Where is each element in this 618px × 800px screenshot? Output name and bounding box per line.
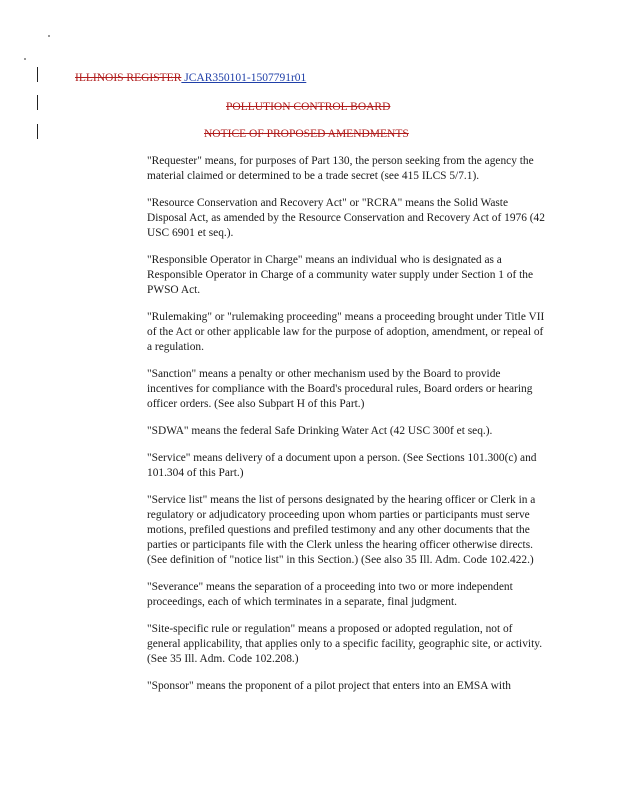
scan-speck bbox=[24, 58, 26, 60]
definition-paragraph: "Service list" means the list of persons designated by the hearing officer or Clerk in a regulatory or adjudicatory proceeding upon whom parties or participants must serve motions, prefiled questions and prefiled testimony and any other documents that the parties or participants file with the Clerk unless the hearing officer otherwise directs. (See definition of "notice list" in this Section.) (See also 35 Ill. Adm. Code 102.422.) bbox=[147, 494, 536, 566]
definition-paragraph: "Resource Conservation and Recovery Act" or "RCRA" means the Solid Waste Disposal Act, as amended by the Resource Conservation and Recovery Act of 1976 (42 USC 6901 et seq.). bbox=[147, 197, 545, 239]
change-bar bbox=[37, 67, 38, 82]
definition-paragraph: "Responsible Operator in Charge" means an individual who is designated as a Responsible Operator in Charge of a community water supply under Section 1 of the PWSO Act. bbox=[147, 254, 534, 296]
definition-paragraph: "Sanction" means a penalty or other mechanism used by the Board to provide incentives for compliance with the Board's procedural rules, Board orders or hearing officer orders. (See also Subpart H of this Part.) bbox=[147, 368, 533, 410]
register-header bbox=[75, 72, 306, 84]
register-struck-text: ILLINOIS REGISTER bbox=[75, 72, 182, 84]
definition-paragraph: "SDWA" means the federal Safe Drinking Water Act (42 USC 300f et seq.). bbox=[147, 425, 493, 437]
register-inserted-text: JCAR350101-1507791r01 bbox=[181, 72, 307, 84]
definition-paragraph: "Site-specific rule or regulation" means a proposed or adopted regulation, not of general applicability, that applies only to a specific facility, geographic site, or activity. (See 35 Ill. Adm. Code 102.208.) bbox=[147, 623, 543, 665]
definitions-list bbox=[147, 154, 547, 706]
agency-title: POLLUTION CONTROL BOARD bbox=[226, 101, 391, 113]
definition-paragraph: "Sponsor" means the proponent of a pilot project that enters into an EMSA with bbox=[147, 680, 511, 692]
scan-speck bbox=[48, 35, 50, 37]
definition-paragraph: "Requester" means, for purposes of Part 130, the person seeking from the agency the material claimed or determined to be a trade secret (see 415 ILCS 5/7.1). bbox=[147, 155, 534, 182]
definition-paragraph: "Service" means delivery of a document upon a person. (See Sections 101.300(c) and 101.304 of this Part.) bbox=[147, 452, 537, 479]
definition-paragraph: "Severance" means the separation of a proceeding into two or more independent proceedings, each of which terminates in a separate, final judgment. bbox=[147, 581, 513, 608]
change-bar bbox=[37, 124, 38, 139]
definition-paragraph: "Rulemaking" or "rulemaking proceeding" means a proceeding brought under Title VII of the Act or other applicable law for the purpose of adoption, amendment, or repeal of a regulation. bbox=[147, 311, 545, 353]
notice-title: NOTICE OF PROPOSED AMENDMENTS bbox=[204, 128, 409, 140]
change-bar bbox=[37, 95, 38, 110]
